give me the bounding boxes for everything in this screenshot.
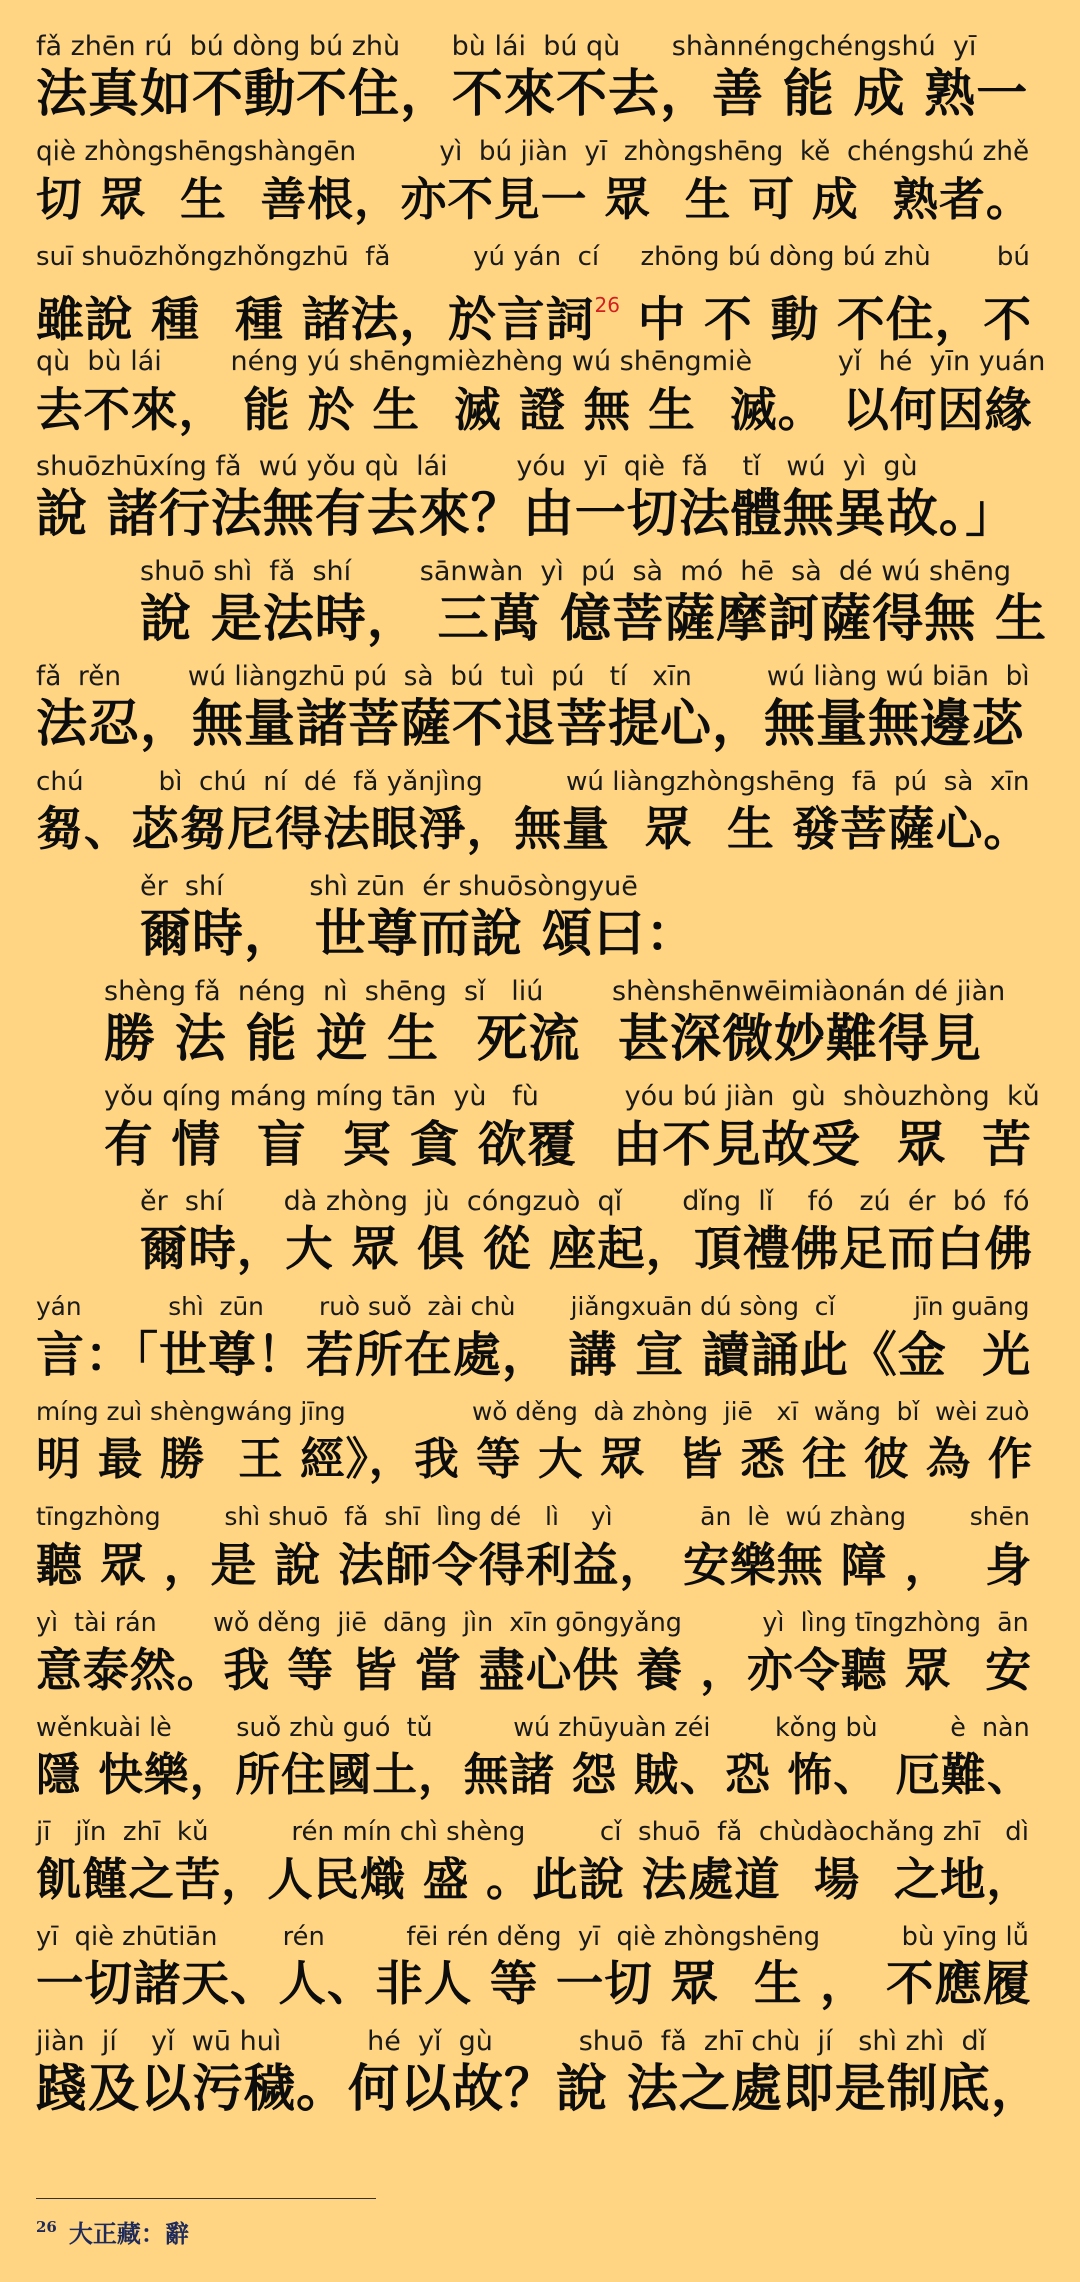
text-line-14 — [36, 1395, 1050, 1493]
pinyin-line: míng zuì shèngwáng jīng wǒ děng dà zhòng jiē xī wǎng bǐ wèi zuò — [36, 1397, 1030, 1426]
hanzi-line: 踐及以污穢。何以故？說 法之處即是制底， — [36, 2060, 1043, 2119]
pinyin-line: qù bù lái néng yú shēngmièzhèng wú shēngmiè yǐ hé yīn yuán — [36, 346, 1046, 377]
hanzi-line: 爾時， 世尊而說 頌曰： — [140, 905, 698, 964]
hanzi-line: 飢饉之苦，人民熾 盛 。此說 法處道 場 之地， — [36, 1853, 1033, 1906]
pinyin-line: fǎ rěn wú liàngzhū pú sà bú tuì pú tí xīn wú liàng wú biān bì — [36, 662, 1030, 692]
pinyin-line: ěr shí dà zhòng jù cóngzuò qǐ dǐng lǐ fó zú ér bó fó — [140, 1186, 1030, 1217]
pinyin-line: shèng fǎ néng nì shēng sǐ liú shènshēnwēimiàonán dé jiàn — [104, 976, 1006, 1007]
text-line-20 — [36, 2025, 1050, 2123]
pinyin-line: yī qiè zhūtiān rén fēi rén děng yī qiè zhòngshēng bù yīng lǚ — [36, 1922, 1029, 1952]
hanzi-line: 意泰然。我 等 皆 當 盡心供 養 ，亦令聽 眾 安 — [36, 1643, 1033, 1697]
hanzi-line: 爾時，大 眾 俱 從 座起，頂禮佛足而白佛 — [140, 1222, 1033, 1277]
pinyin-line: yì tài rán wǒ děng jiē dāng jìn xīn gōngyǎng yì lìng tīngzhòng ān — [36, 1607, 1029, 1637]
footnote-reference-marker[interactable]: 26 — [594, 293, 620, 317]
text-line-18 — [36, 1815, 1050, 1913]
hanzi-line: 明 最 勝 王 經》，我 等 大 眾 皆 悉 往 彼 為 作 — [36, 1434, 1034, 1485]
text-line-1 — [36, 30, 1050, 128]
text-line-19 — [36, 1920, 1050, 2018]
pinyin-line: yán shì zūn ruò suǒ zài chù jiǎngxuān dú sòng cǐ jīn guāng — [36, 1292, 1030, 1321]
text-line-6 — [140, 555, 1050, 653]
hanzi-line: 法真如不動不住，不來不去，善 能 成 熟一 — [36, 65, 1029, 124]
hanzi-line: 芻、苾芻尼得法眼淨，無量 眾 生 發菩薩心。 — [36, 803, 1032, 857]
footnote — [36, 2212, 189, 2252]
pinyin-line: shuō shì fǎ shí sānwàn yì pú sà mó hē sà dé wú shēng — [140, 556, 1012, 587]
pinyin-line: shuōzhūxíng fǎ wú yǒu qù lái yóu yī qiè fǎ tǐ wú yì gù — [36, 451, 918, 482]
footnote-number: 26 — [36, 2218, 57, 2236]
text-line-17 — [36, 1710, 1050, 1808]
footnote-divider — [36, 2198, 376, 2199]
footnote-text: 大正藏：辭 — [68, 2219, 189, 2248]
text-line-8 — [36, 765, 1050, 863]
hanzi-line: 說 諸行法無有去來？由一切法體無異故。」 — [36, 485, 1018, 544]
pinyin-line: qiè zhòngshēngshàngēn yì bú jiàn yī zhòngshēng kě chéngshú zhě — [36, 137, 1030, 167]
text-line-16 — [36, 1605, 1050, 1703]
pinyin-line: wěnkuài lè suǒ zhù guó tǔ wú zhūyuàn zéi kǒng bù è nàn — [36, 1712, 1030, 1742]
hanzi-line: 聽 眾 ，是 說 法師令得利益， 安樂無 障 ， 身 — [36, 1538, 1033, 1592]
pinyin-line: suī shuōzhǒngzhǒngzhū fǎ yú yán cí zhōng bú dòng bú zhù bú — [36, 242, 1030, 272]
hanzi-line: 一切諸天、人、非人 等 一切 眾 生 ， 不應履 — [36, 1957, 1032, 2012]
pinyin-line: tīngzhòng shì shuō fǎ shī lìng dé lì yì ān lè wú zhàng shēn — [36, 1502, 1030, 1531]
text-line-12 — [140, 1185, 1050, 1283]
pinyin-line: ěr shí shì zūn ér shuōsòngyuē — [140, 871, 638, 902]
hanzi-segment: 雖說 種 種 諸法，於言詞 — [36, 293, 595, 348]
pinyin-line: chú bì chú ní dé fǎ yǎnjìng wú liàngzhòngshēng fā pú sà xīn — [36, 767, 1030, 797]
text-line-5 — [36, 450, 1050, 548]
text-line-7 — [36, 660, 1050, 758]
text-line-4 — [36, 345, 1050, 443]
text-line-3 — [36, 240, 1050, 348]
pinyin-line: yǒu qíng máng míng tān yù fù yóu bú jiàn gù shòuzhòng kǔ — [104, 1081, 1040, 1112]
pinyin-line: jiàn jí yǐ wū huì hé yǐ gù shuō fǎ zhī chù jí shì zhì dǐ — [36, 2026, 987, 2057]
hanzi-segment: 中 不 動 不住，不 — [619, 293, 1033, 348]
text-line-15 — [36, 1500, 1050, 1598]
hanzi-line: 法忍，無量諸菩薩不退菩提心，無量無邊苾 — [36, 695, 1025, 754]
hanzi-line: 言：「世尊！若所在處， 講 宣 讀誦此《金 光 — [36, 1327, 1032, 1383]
verse-line-2 — [104, 1080, 1050, 1178]
hanzi-line: 隱 快樂，所住國土，無諸 怨 賊、恐 怖、 厄難、 — [36, 1749, 1033, 1801]
text-line-9 — [140, 870, 1050, 968]
hanzi-line: 勝 法 能 逆 生 死流 甚深微妙難得見 — [104, 1010, 983, 1069]
verse-line-1 — [104, 975, 1050, 1073]
hanzi-line: 說 是法時， 三萬 億菩薩摩訶薩得無 生 — [140, 590, 1048, 649]
hanzi-line: 有 情 盲 冥 貪 欲覆 由不見故受 眾 苦 — [104, 1117, 1032, 1173]
pinyin-line: jī jǐn zhī kǔ rén mín chì shèng cǐ shuō fǎ chùdàochǎng zhī dì — [36, 1817, 1029, 1847]
hanzi-line: 切 眾 生 善根，亦不見一 眾 生 可 成 熟者。 — [36, 173, 1033, 226]
pinyin-line: fǎ zhēn rú bú dòng bú zhù bù lái bú qù shànnéngchéngshú yī — [36, 31, 977, 62]
hanzi-line — [36, 276, 1050, 348]
text-line-2 — [36, 135, 1050, 233]
hanzi-line: 去不來， 能 於 生 滅 證 無 生 滅。 以何因緣 — [36, 383, 1033, 437]
text-line-13 — [36, 1290, 1050, 1388]
